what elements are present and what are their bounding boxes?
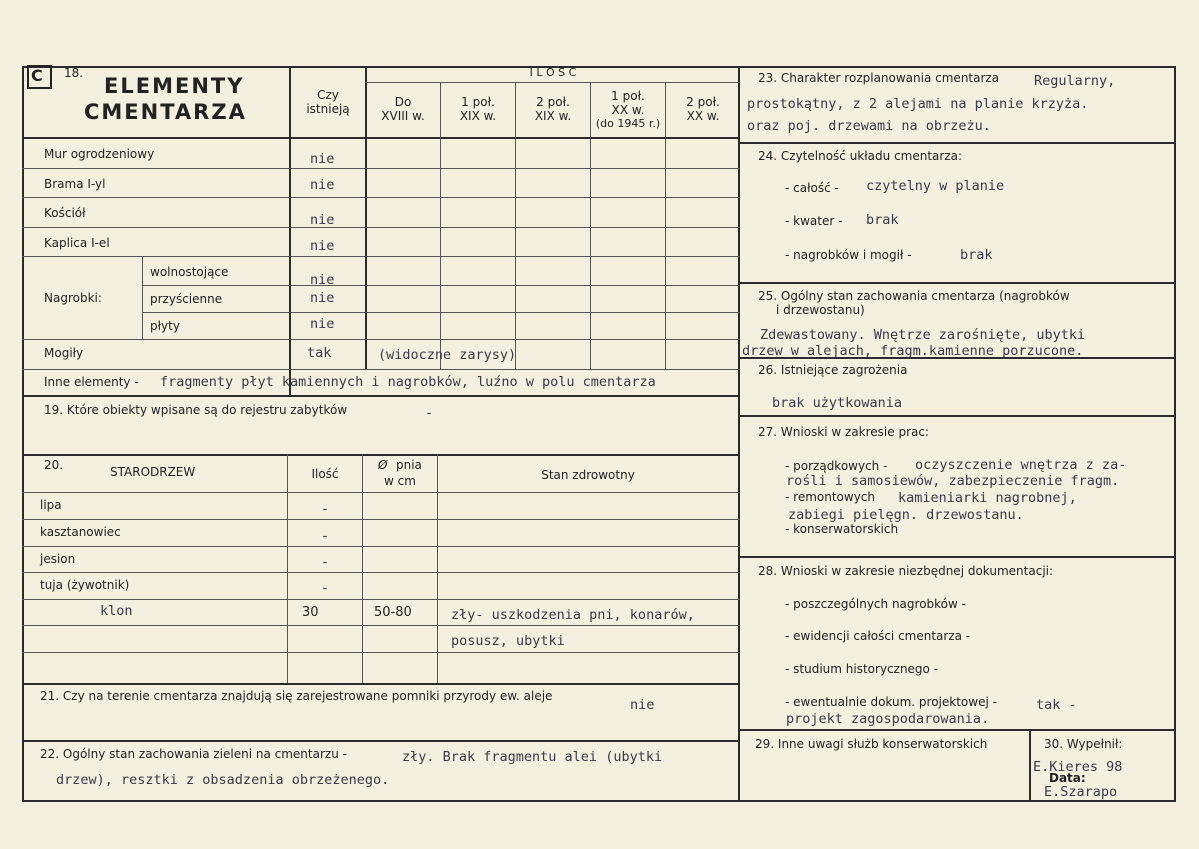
- element-row-label: Kościół: [44, 206, 86, 220]
- q19-label: 19. Które obiekty wpisane są do rejestru zabytków: [44, 403, 348, 417]
- q24-item-label: - nagrobków i mogił -: [785, 248, 912, 262]
- tomb-type-value: nie: [310, 290, 335, 306]
- tree-name: lipa: [40, 498, 62, 512]
- element-row-value: nie: [310, 151, 335, 167]
- element-row-value: nie: [310, 212, 335, 228]
- rule: [365, 82, 740, 83]
- q28-value-line1: tak -: [1036, 697, 1077, 713]
- tree-health: posusz, ubytki: [451, 633, 565, 649]
- element-row-label: Brama I-yl: [44, 177, 106, 191]
- section-number: 18.: [64, 66, 84, 80]
- rule: [22, 492, 740, 493]
- rule: [22, 652, 740, 653]
- q23-label: 23. Charakter rozplanowania cmentarza: [758, 71, 1000, 85]
- period-label: 1 poł.: [461, 95, 495, 109]
- q25-label-line2: i drzewostanu): [776, 303, 865, 317]
- rule: [1029, 729, 1031, 802]
- q24-item-label: - całość -: [785, 181, 839, 195]
- rule: [22, 546, 740, 547]
- tomb-type-label: wolnostojące: [150, 265, 229, 279]
- tomb-type-value: nie: [310, 272, 335, 288]
- rule: [22, 519, 740, 520]
- rule: [22, 740, 740, 742]
- period-label: XVIII w.: [381, 109, 425, 123]
- tree-count: 30: [302, 605, 319, 620]
- rule: [142, 256, 143, 339]
- element-row-value: nie: [310, 177, 335, 193]
- q27-item-label: - remontowych: [785, 490, 875, 504]
- rule: [738, 729, 1176, 731]
- frame-left: [22, 66, 24, 802]
- q27-item-value: kamieniarki nagrobnej,: [898, 490, 1077, 506]
- rule: [142, 312, 740, 313]
- other-elements-value: fragmenty płyt kamiennych i nagrobków, luźno w polu cmentarza: [160, 374, 656, 390]
- q24-item-value: czytelny w planie: [866, 178, 1005, 194]
- q21-label: 21. Czy na terenie cmentarza znajdują się zarejestrowane pomniki przyrody ew. aleje: [40, 689, 553, 703]
- q24-label: 24. Czytelność układu cmentarza:: [758, 149, 963, 163]
- q25-label-line1: 25. Ogólny stan zachowania cmentarza (nagrobków: [758, 289, 1070, 303]
- diameter-symbol: Ø: [378, 458, 388, 472]
- section-title-line1: ELEMENTY: [104, 74, 245, 98]
- period-label: 2 poł.: [686, 95, 720, 109]
- rule: [142, 285, 740, 286]
- q28-item: - ewentualnie dokum. projektowej -: [785, 695, 997, 709]
- tree-name: jesion: [40, 552, 76, 566]
- q30-filled-by: E.Kieres 98: [1033, 759, 1123, 775]
- rule: [22, 339, 740, 340]
- rule: [22, 168, 740, 169]
- rule: [22, 625, 740, 626]
- q24-item-value: brak: [866, 212, 899, 228]
- q19-value: -: [425, 405, 434, 421]
- tomb-type-label: przyścienne: [150, 292, 223, 306]
- rule: [22, 395, 740, 397]
- period-label: (do 1945 r.): [595, 117, 661, 130]
- q27-item-value: zabiegi pielęgn. drzewostanu.: [788, 507, 1024, 523]
- trees-number: 20.: [44, 458, 64, 472]
- period-label: 2 poł.: [536, 95, 570, 109]
- rule: [362, 454, 363, 684]
- trees-col-diam-2: w cm: [384, 474, 416, 488]
- period-label: XX w.: [611, 103, 645, 117]
- trees-title: STARODRZEW: [110, 465, 196, 479]
- tomb-type-value: nie: [310, 316, 335, 332]
- q23-value-line1: Regularny,: [1034, 73, 1116, 89]
- rule: [22, 454, 740, 456]
- rule: [22, 572, 740, 573]
- q24-item-value: brak: [960, 247, 993, 263]
- other-elements-label: Inne elementy -: [44, 375, 139, 389]
- element-row-label: Kaplica I-el: [44, 236, 110, 250]
- q22-label: 22. Ogólny stan zachowania zieleni na cmentarzu -: [40, 747, 347, 761]
- column-divider: [738, 66, 740, 802]
- tree-count: -: [320, 554, 330, 570]
- col-exists-line1: Czy: [317, 88, 339, 102]
- rule: [738, 415, 1176, 417]
- q26-label: 26. Istniejące zagrożenia: [758, 363, 908, 377]
- period-label: 1 poł.: [611, 89, 645, 103]
- trees-col-count: Ilość: [311, 467, 339, 481]
- rule: [22, 369, 740, 370]
- rule: [437, 454, 438, 684]
- q29-label: 29. Inne uwagi służb konserwatorskich: [755, 737, 988, 751]
- tree-name: kasztanowiec: [40, 525, 121, 539]
- graves-value: tak: [307, 345, 332, 361]
- tree-diameter: 50-80: [374, 605, 412, 620]
- frame-right: [1174, 66, 1176, 802]
- graves-note: (widoczne zarysy): [378, 347, 517, 363]
- tomb-type-label: płyty: [150, 319, 180, 333]
- rule: [738, 556, 1176, 558]
- q23-value-line2: prostokątny, z 2 alejami na planie krzyża.: [747, 96, 1089, 112]
- q21-value: nie: [630, 697, 655, 713]
- rule: [22, 137, 740, 139]
- element-row-label: Mur ogrodzeniowy: [44, 147, 155, 161]
- tree-count: -: [320, 501, 330, 517]
- rule: [22, 197, 740, 198]
- period-label: XIX w.: [534, 109, 572, 123]
- period-label: XX w.: [686, 109, 720, 123]
- q27-item-value: rośli i samosiewów, zabezpieczenie fragm.: [786, 473, 1120, 489]
- tree-health: zły- uszkodzenia pni, konarów,: [451, 607, 695, 623]
- section-letter: C: [31, 66, 43, 85]
- col-exists-line2: istnieją: [306, 102, 350, 116]
- q22-value-line2: drzew), resztki z obsadzenia obrzeżenego.: [56, 772, 390, 788]
- trees-col-diam-1: pnia: [396, 458, 422, 472]
- rule: [22, 683, 740, 685]
- period-label: XIX w.: [459, 109, 497, 123]
- q26-value: brak użytkowania: [772, 395, 903, 411]
- q28-item: - ewidencji całości cmentarza -: [785, 629, 971, 643]
- q23-value-line3: oraz poj. drzewami na obrzeżu.: [747, 118, 991, 134]
- period-label: Do: [394, 95, 412, 109]
- rule: [738, 142, 1176, 144]
- tree-count: -: [320, 528, 330, 544]
- q28-item: - studium historycznego -: [785, 662, 939, 676]
- rule: [22, 599, 740, 600]
- q27-item-label: - konserwatorskich: [785, 522, 899, 536]
- section-title-line2: CMENTARZA: [84, 100, 247, 124]
- tree-name: klon: [100, 603, 133, 619]
- q28-item: - poszczególnych nagrobków -: [785, 597, 966, 611]
- rule: [440, 82, 441, 370]
- q28-label: 28. Wnioski w zakresie niezbędnej dokumentacji:: [758, 564, 1054, 578]
- rule: [738, 282, 1176, 284]
- q22-value-line1: zły. Brak fragmentu alei (ubytki: [402, 749, 663, 765]
- trees-col-health: Stan zdrowotny: [541, 468, 635, 482]
- q25-value-line2: drzew w alejach, fragm.kamienne porzucone.: [742, 343, 1084, 359]
- rule: [665, 82, 666, 370]
- tombs-label: Nagrobki:: [44, 291, 102, 305]
- quantity-header: I L O Ś Ć: [529, 66, 577, 79]
- element-row-value: nie: [310, 238, 335, 254]
- graves-label: Mogiły: [44, 346, 84, 360]
- rule: [22, 256, 740, 257]
- tree-count: -: [320, 580, 330, 596]
- q30-label: 30. Wypełnił:: [1044, 737, 1123, 751]
- q30-date-label: Data:: [1049, 771, 1086, 785]
- q24-item-label: - kwater -: [785, 214, 843, 228]
- q28-value-line2: projekt zagospodarowania.: [786, 711, 990, 727]
- rule: [22, 227, 740, 228]
- rule: [515, 82, 516, 370]
- q30-checked-by: E.Szarapo: [1044, 784, 1118, 800]
- frame-bottom: [22, 800, 1176, 802]
- q27-item-label: - porządkowych -: [785, 459, 888, 473]
- q27-item-value: oczyszczenie wnętrza z za-: [915, 457, 1127, 473]
- q27-label: 27. Wnioski w zakresie prac:: [758, 425, 930, 439]
- q25-value-line1: Zdewastowany. Wnętrze zarośnięte, ubytki: [760, 327, 1086, 343]
- tree-name: tuja (żywotnik): [40, 578, 130, 592]
